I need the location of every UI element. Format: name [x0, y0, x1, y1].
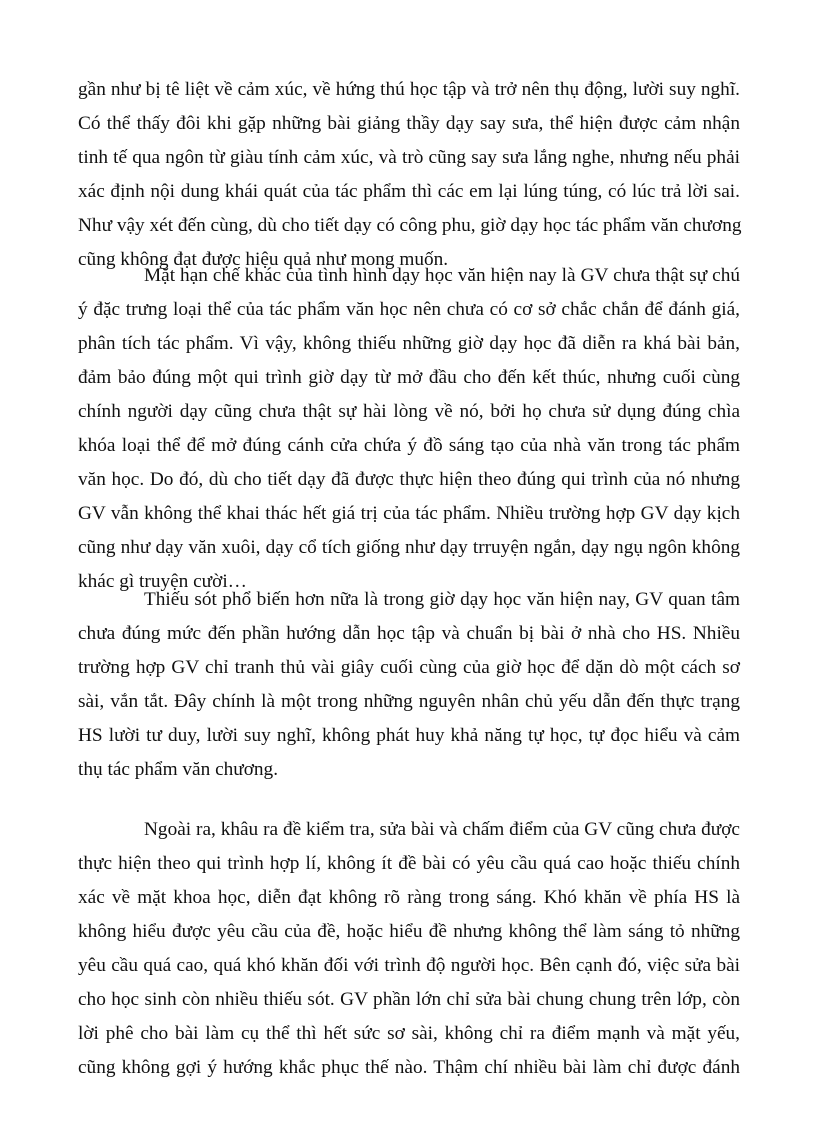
paragraph-line: sài, vắn tắt. Đây chính là một trong những nguyên nhân chủ yếu dẫn đến thực trạng: [78, 691, 740, 712]
paragraph-line: HS lười tư duy, lười suy nghĩ, không phát huy khả năng tự học, tự đọc hiểu và cảm: [78, 725, 740, 746]
paragraph-line: cho học sinh còn nhiều thiếu sót. GV phần lớn chỉ sửa bài chung chung trên lớp, còn: [78, 989, 740, 1010]
paragraph-line: thụ tác phẩm văn chương.: [78, 759, 279, 780]
paragraph-line: xác về mặt khoa học, diễn đạt không rõ ràng trong sáng. Khó khăn về phía HS là: [78, 887, 740, 908]
paragraph-line: yêu cầu quá cao, quá khó khăn đối với trình độ người học. Bên cạnh đó, việc sửa bài: [78, 955, 740, 976]
paragraph-line: không hiểu được yêu cầu của đề, hoặc hiểu đề nhưng không thể làm sáng tỏ những: [78, 921, 740, 942]
paragraph-line: Có thể thấy đôi khi gặp những bài giảng thầy dạy say sưa, thể hiện được cảm nhận: [78, 113, 740, 134]
paragraph-line: khóa loại thể để mở đúng cánh cửa chứa ý đồ sáng tạo của nhà văn trong tác phẩm: [78, 435, 740, 456]
paragraph-line: GV vẫn không thể khai thác hết giá trị của tác phẩm. Nhiều trường hợp GV dạy kịch: [78, 503, 740, 524]
paragraph-line: Mặt hạn chế khác của tình hình dạy học văn hiện nay là GV chưa thật sự chú: [144, 265, 740, 286]
paragraph-line: tinh tế qua ngôn từ giàu tính cảm xúc, và trò cũng say sưa lắng nghe, nhưng nếu phải: [78, 147, 740, 168]
paragraph-line: cũng không đạt được hiệu quả như mong muốn.: [78, 249, 449, 270]
paragraph-line: ý đặc trưng loại thể của tác phẩm văn học nên chưa có cơ sở chắc chắn để đánh giá,: [78, 299, 740, 320]
paragraph-line: xác định nội dung khái quát của tác phẩm thì các em lại lúng túng, có lúc trả lời sai.: [78, 181, 740, 202]
paragraph-line: phân tích tác phẩm. Vì vậy, không thiếu những giờ dạy học đã diễn ra khá bài bản,: [78, 333, 740, 354]
paragraph-line: chưa đúng mức đến phần hướng dẫn học tập và chuẩn bị bài ở nhà cho HS. Nhiều: [78, 623, 740, 644]
paragraph-line: Như vậy xét đến cùng, dù cho tiết dạy có công phu, giờ dạy học tác phẩm văn chương: [78, 215, 742, 236]
paragraph-line: thực hiện theo qui trình hợp lí, không ít đề bài có yêu cầu quá cao hoặc thiếu chính: [78, 853, 740, 874]
paragraph-line: lời phê cho bài làm cụ thể thì hết sức sơ sài, không chỉ ra điểm mạnh và mặt yếu,: [78, 1023, 740, 1044]
paragraph-line: đảm bảo đúng một qui trình giờ dạy từ mở đầu cho đến kết thúc, nhưng cuối cùng: [78, 367, 740, 388]
paragraph-line: gần như bị tê liệt về cảm xúc, về hứng thú học tập và trở nên thụ động, lười suy nghĩ.: [78, 79, 740, 100]
paragraph-line: chính người dạy cũng chưa thật sự hài lòng về nó, bởi họ chưa sử dụng đúng chìa: [78, 401, 740, 422]
paragraph-line: cũng không gợi ý hướng khắc phục thế nào. Thậm chí nhiều bài làm chỉ được đánh: [78, 1057, 740, 1078]
paragraph-line: Ngoài ra, khâu ra đề kiểm tra, sửa bài và chấm điểm của GV cũng chưa được: [144, 819, 740, 840]
paragraph-line: Thiếu sót phổ biến hơn nữa là trong giờ dạy học văn hiện nay, GV quan tâm: [144, 589, 740, 610]
paragraph-line: trường hợp GV chỉ tranh thủ vài giây cuối cùng của giờ học để dặn dò một cách sơ: [78, 657, 740, 678]
paragraph-line: cũng như dạy văn xuôi, dạy cổ tích giống như dạy trruyện ngắn, dạy ngụ ngôn không: [78, 537, 740, 558]
paragraph-line: văn học. Do đó, dù cho tiết dạy đã được thực hiện theo đúng qui trình của nó nhưng: [78, 469, 740, 490]
paragraph-line: khác gì truyện cười…: [78, 571, 247, 592]
